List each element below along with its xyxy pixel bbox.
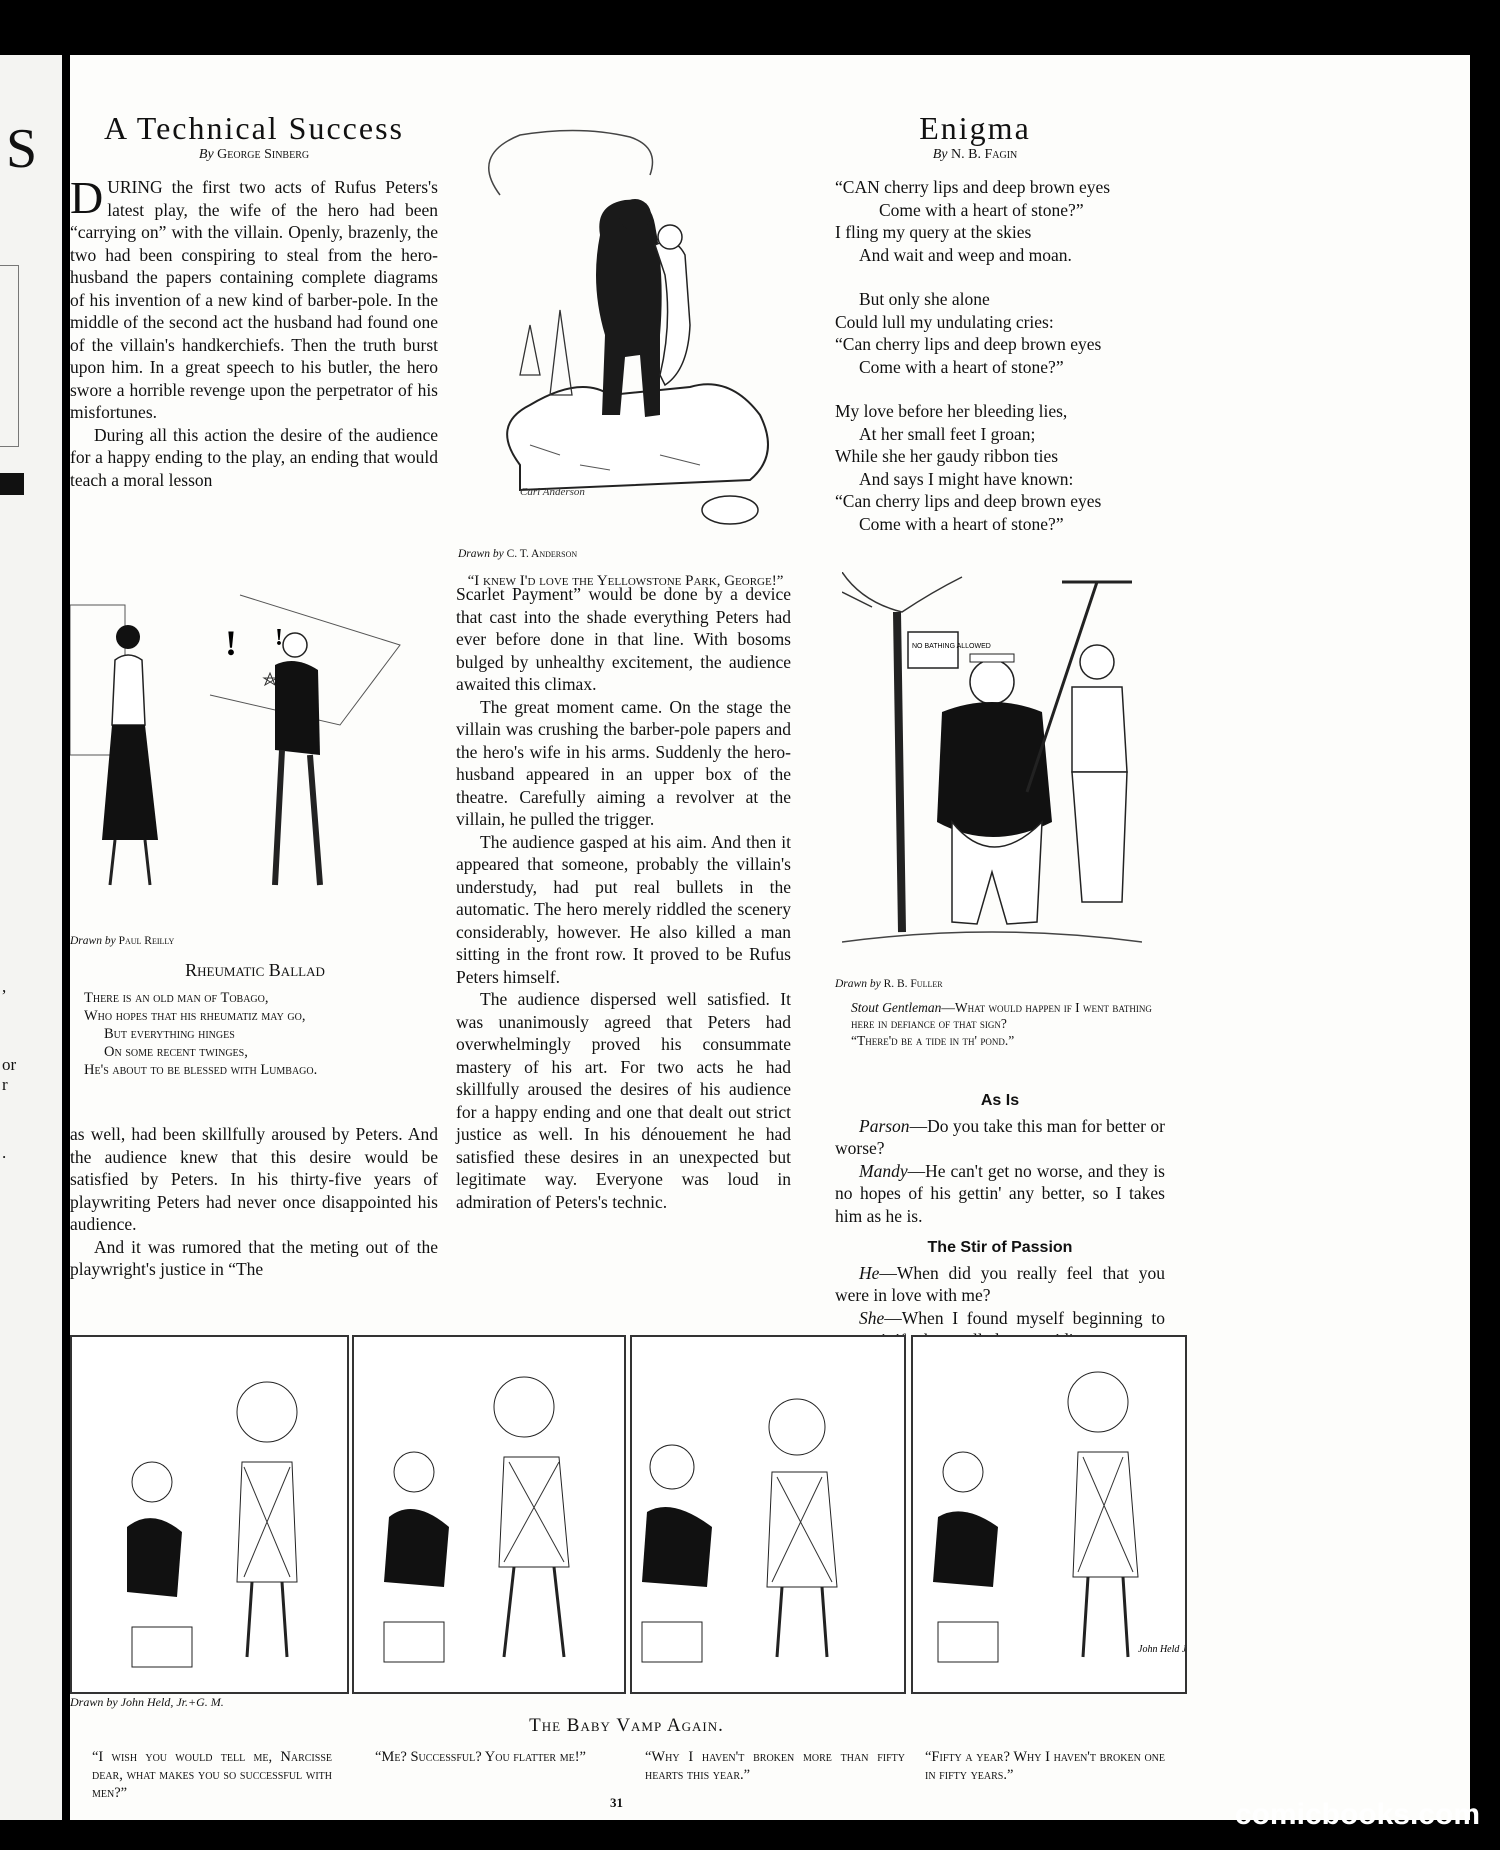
poem-line: But only she alone (859, 289, 990, 309)
poem-line: Could lull my undulating cries: (835, 311, 1054, 332)
poem-line: “CAN cherry lips and deep brown eyes (835, 177, 1111, 197)
ballad-line: He's about to be blessed with Lumbago. (84, 1062, 318, 1078)
joke-line: She—When I found myself beginning to (859, 1307, 1165, 1328)
poem-line: Come with a heart of stone?” (859, 356, 1064, 377)
bear-cartoon (460, 125, 790, 540)
magazine-page (70, 55, 1470, 1820)
article-column-middle (456, 583, 791, 1213)
svg-text:John Held Jr: John Held Jr (1138, 1644, 1185, 1655)
svg-text:Carl Anderson: Carl Anderson (520, 486, 585, 498)
ballad-title: Rheumatic Ballad (185, 959, 325, 980)
strip-panel-2 (352, 1335, 626, 1694)
article-byline: By George Sinberg (198, 146, 310, 162)
left-page-edge (0, 55, 62, 1820)
reilly-cartoon (70, 585, 440, 925)
poem-line: “Can cherry lips and deep brown eyes (835, 334, 1102, 354)
ballad-line: On some recent twinges, (104, 1044, 248, 1060)
poem-line: My love before her bleeding lies, (835, 401, 1068, 421)
fuller-reply: “There'd be a tide in th' pond.” (851, 1032, 1015, 1048)
article-paragraph: The audience gasped at his aim. And then it appeared that someone, probably the villain's understudy, had put real bullets in the automatic. The hero merely riddled the scenery considerably, however. He also killed a man sitting in the front row. It proved to be Rufus Peters himself. (456, 831, 791, 987)
article-paragraph: The great moment came. On the stage the villain was crushing the barber-pole papers and the hero's wife in his arms. Suddenly the hero-husband appeared in an upper box of the theatre. Carefully aiming a revolver at the villain, he pulled the trigger. (456, 696, 791, 829)
poem-body (835, 176, 1235, 535)
joke-line: He—When did you really feel that you were in love with me? (835, 1262, 1165, 1305)
jokes-column (835, 1080, 1165, 1352)
article-paragraph: The audience dispersed well satisfied. It was unanimously agreed that Peters had overwhelmingly proved his consummate mastery of his art. For two acts he had skillfully aroused the desires of his audience for a happy ending and one that dealt out strict justice as well. In his dénouement he had satisfied these desires in an unexpected but legitimate way. Everyone was loud in admiration of Peters's technic. (456, 989, 791, 1212)
fuller-cartoon (842, 572, 1142, 972)
no-bathing-sign: NO BATHING ALLOWED (912, 643, 991, 650)
poem-line: Come with a heart of stone?” (879, 199, 1084, 220)
as-is-heading: As Is (980, 1092, 1020, 1109)
strip-credit: Drawn by John Held, Jr.+G. M. (70, 1695, 224, 1709)
stir-heading: The Stir of Passion (927, 1239, 1073, 1256)
dropcap: D (70, 172, 104, 223)
svg-text:!: ! (225, 623, 237, 663)
strip-panel-4 (911, 1335, 1187, 1694)
svg-text:!: ! (275, 625, 283, 651)
bear-quote: “I knew I'd love the Yellowstone Park, George!” (467, 572, 784, 589)
ballad-line: Who hopes that his rheumatiz may go, (84, 1008, 306, 1024)
article-paragraph: as well, had been skillfully aroused by Peters. And the audience knew that this desire would be satisfied by Peters. In his thirty-five years of playwriting Peters had never once disappointed his audience. (70, 1124, 438, 1234)
poem-line: At her small feet I groan; (859, 423, 1036, 444)
article-paragraph: DURING the first two acts of Rufus Peters's latest play, the wife of the hero had been “carrying on” with the villain. Openly, brazenly, the two had been conspiring to steal from the hero-husband the papers containing complete diagrams of his invention of a new kind of barber-pole. In the middle of the second act the husband had found one of the villain's handkerchiefs. Then the truth burst upon him. In a great speech to his butler, the hero swore a horrible revenge upon the perpetrator of his misfortunes. (70, 172, 438, 422)
strip-panel-3 (630, 1335, 906, 1694)
poem-line: And says I might have known: (859, 468, 1074, 489)
reilly-caption (70, 930, 440, 1079)
article-paragraph: Scarlet Payment” would be done by a device that cast into the shade everything Peters had ever before done in that line. With bosoms bulged by unhealthy excitement, the audience awaited this climax. (456, 584, 791, 694)
left-page-illustration-edge (0, 265, 19, 447)
joke-line: Mandy—He can't get no worse, and they is no hopes of his gettin' any better, so I takes him as he is. (835, 1160, 1165, 1226)
poem-byline: By N. B. Fagin (932, 146, 1018, 162)
left-page-fragment: or (2, 1055, 17, 1074)
strip-panel-1 (70, 1335, 349, 1694)
reilly-credit: Drawn by Paul Reilly (70, 935, 175, 947)
poem-line: While she her gaudy ribbon ties (835, 446, 1059, 466)
ballad-lines (70, 989, 440, 1079)
article-paragraph: During all this action the desire of the audience for a happy ending to the play, an ending that would teach a moral lesson (70, 424, 438, 490)
left-page-fragment: . (2, 1143, 7, 1162)
strip-caption-3: “Why I haven't broken more than fifty hearts this year.” (645, 1749, 905, 1783)
joke-line: Parson—Do you take this man for better or worse? (835, 1115, 1165, 1158)
fuller-credit: Drawn by R. B. Fuller (835, 978, 943, 990)
left-page-black-bar (0, 473, 24, 495)
watermark: comicbooks.com (1234, 1798, 1480, 1831)
ballad-line: But everything hinges (104, 1026, 235, 1042)
left-page-letter: S (6, 118, 38, 180)
left-page-fragment: , (2, 977, 7, 996)
fuller-caption (835, 973, 1165, 1050)
strip-title: The Baby Vamp Again. (529, 1715, 724, 1736)
poem-line: “Can cherry lips and deep brown eyes (835, 491, 1102, 511)
poem-line: I fling my query at the skies (835, 222, 1032, 242)
poem-line: Come with a heart of stone?” (859, 513, 1064, 534)
fuller-dialogue: Stout Gentleman—What would happen if I went bathing here in defiance of that sign? (851, 999, 1152, 1031)
strip-caption-1: “I wish you would tell me, Narcisse dear, what makes you so successful with men?” (92, 1749, 332, 1801)
bear-credit: Drawn by C. T. Anderson (458, 548, 578, 560)
speaker: Stout Gentleman (851, 999, 942, 1015)
poem-title: Enigma (919, 110, 1031, 146)
strip-caption-4: “Fifty a year? Why I haven't broken one in fifty years.” (925, 1749, 1165, 1783)
article-column-top (70, 110, 438, 491)
article-title: A Technical Success (104, 110, 404, 146)
left-page-fragment: r (2, 1075, 8, 1094)
enigma-poem (835, 110, 1235, 535)
poem-line: And wait and weep and moan. (859, 244, 1072, 265)
strip-caption-2: “Me? Successful? You flatter me!” (375, 1749, 586, 1765)
article-column-bottom (70, 1123, 438, 1281)
article-paragraph: And it was rumored that the meting out of the playwright's justice in “The (70, 1236, 438, 1279)
ballad-line: There is an old man of Tobago, (84, 990, 269, 1006)
page-number: 31 (610, 1795, 623, 1810)
